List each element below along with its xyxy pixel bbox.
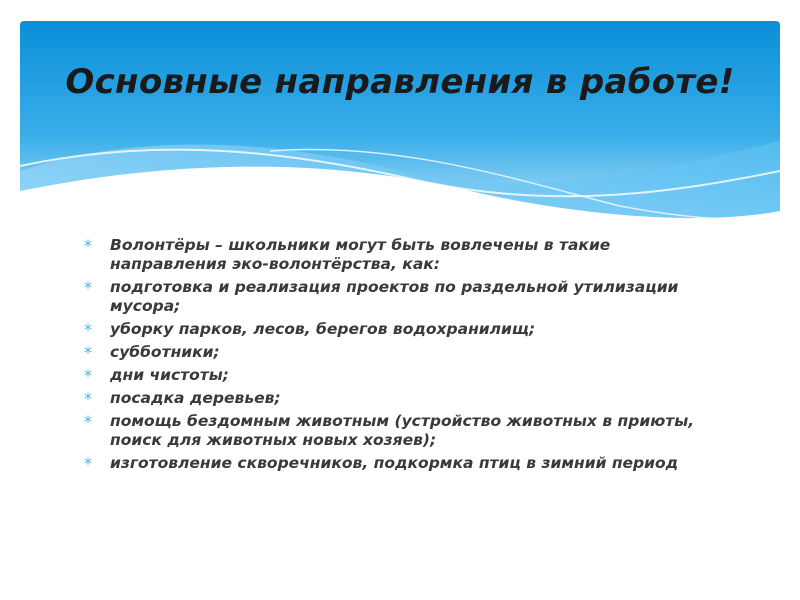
list-item: * помощь бездомным животным (устройство животных в приюты, поиск для животных новых хозяев); [84, 412, 695, 449]
asterisk-icon: * [84, 278, 92, 297]
asterisk-icon: * [84, 366, 92, 385]
asterisk-icon: * [84, 236, 92, 255]
list-item: * посадка деревьев; [84, 389, 281, 408]
list-item: * подготовка и реализация проектов по раздельной утилизации мусора; [84, 278, 679, 315]
asterisk-icon: * [84, 389, 92, 408]
bullet-list [84, 236, 724, 477]
list-item: * изготовление скворечников, подкормка птиц в зимний период [84, 454, 679, 473]
asterisk-icon: * [84, 412, 92, 431]
slide-title: Основные направления в работе! [65, 62, 735, 102]
list-item: * субботники; [84, 343, 220, 362]
list-item: * уборку парков, лесов, берегов водохранилищ; [84, 320, 536, 339]
header-wave-background [20, 21, 780, 231]
asterisk-icon: * [84, 343, 92, 362]
asterisk-icon: * [84, 454, 92, 473]
list-item: * Волонтёры – школьники могут быть вовлечены в такие направления эко-волонтёрства, как: [84, 236, 611, 273]
asterisk-icon: * [84, 320, 92, 339]
list-item: * дни чистоты; [84, 366, 230, 385]
